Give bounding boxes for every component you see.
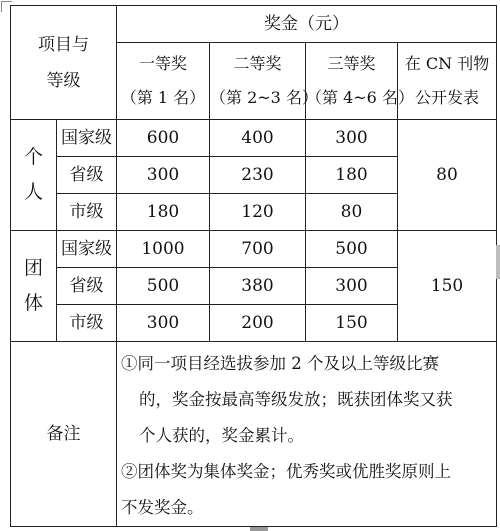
level-cell: 省级: [57, 268, 117, 305]
column-header-publication: [398, 43, 497, 120]
notes-content-cell: [117, 342, 497, 527]
notes-row: [11, 342, 497, 527]
value-cell: 180: [306, 157, 398, 194]
note-1-line-2: 的，奖金按最高等级发放；既获团体奖又获: [139, 390, 453, 409]
value-cell: 500: [117, 268, 210, 305]
award-header-cell: [117, 6, 497, 43]
note-2-line-2: 不发奖金。: [121, 498, 204, 517]
publish-value-individual: 80: [398, 120, 497, 231]
value-cell: 180: [117, 194, 210, 231]
side-scroll-marker: [496, 245, 500, 279]
value-cell: 500: [306, 231, 398, 268]
column-header-third-prize-title: 三等奖: [327, 54, 376, 73]
value-cell: 300: [306, 120, 398, 157]
column-header-second-prize-title: 二等奖: [233, 54, 282, 73]
corner-header-line-1: 项目与: [38, 34, 89, 55]
value-cell: 700: [210, 231, 306, 268]
level-cell: 市级: [57, 305, 117, 342]
value-cell: 120: [210, 194, 306, 231]
notes-label-cell: 备注: [11, 342, 117, 527]
value-cell: 400: [210, 120, 306, 157]
level-cell: 国家级: [57, 231, 117, 268]
value-cell: 230: [210, 157, 306, 194]
group-label-char: 个: [23, 146, 43, 168]
column-header-publication-line-1: 在 CN 刊物: [404, 54, 490, 73]
value-cell: 300: [117, 157, 210, 194]
bottom-page-marker: [250, 527, 268, 531]
note-1-line-1: ①同一项目经选拔参加 2 个及以上等级比赛: [121, 354, 439, 373]
award-header-text: 奖金（元）: [264, 13, 349, 34]
column-header-first-prize-rank: （第 1 名）: [120, 88, 206, 107]
column-header-second-prize-rank: （第 2~3 名）: [210, 88, 318, 107]
table-row: [11, 231, 497, 268]
column-header-third-prize: [306, 43, 414, 120]
column-header-second-prize: [210, 43, 318, 120]
value-cell: 200: [210, 305, 306, 342]
value-cell: 380: [210, 268, 306, 305]
group-label-char: 人: [23, 181, 43, 203]
note-1-line-3: 个人获的，奖金累计。: [139, 426, 304, 445]
column-header-third-prize-rank: （第 4~6 名）: [306, 88, 414, 107]
corner-header-line-2: 等级: [46, 70, 81, 91]
group-label-char: 团: [23, 257, 43, 279]
level-cell: 市级: [57, 194, 117, 231]
value-cell: 300: [306, 268, 398, 305]
value-cell: 1000: [117, 231, 210, 268]
group-label-team: [11, 231, 57, 342]
header-row-top: [11, 6, 497, 43]
column-header-first-prize: [117, 43, 210, 120]
level-cell: 国家级: [57, 120, 117, 157]
value-cell: 300: [117, 305, 210, 342]
column-header-publication-line-2: 公开发表: [414, 88, 479, 107]
award-table: [10, 5, 497, 527]
level-cell: 省级: [57, 157, 117, 194]
publish-value-team: 150: [398, 231, 497, 342]
group-label-individual: [11, 120, 57, 231]
table-row: [11, 120, 497, 157]
value-cell: 80: [306, 194, 398, 231]
corner-header-cell: [11, 6, 117, 120]
group-label-char: 体: [23, 292, 43, 314]
note-2-line-1: ②团体奖为集体奖金；优秀奖或优胜奖原则上: [121, 462, 451, 481]
value-cell: 150: [306, 305, 398, 342]
column-header-first-prize-title: 一等奖: [138, 54, 187, 73]
value-cell: 600: [117, 120, 210, 157]
